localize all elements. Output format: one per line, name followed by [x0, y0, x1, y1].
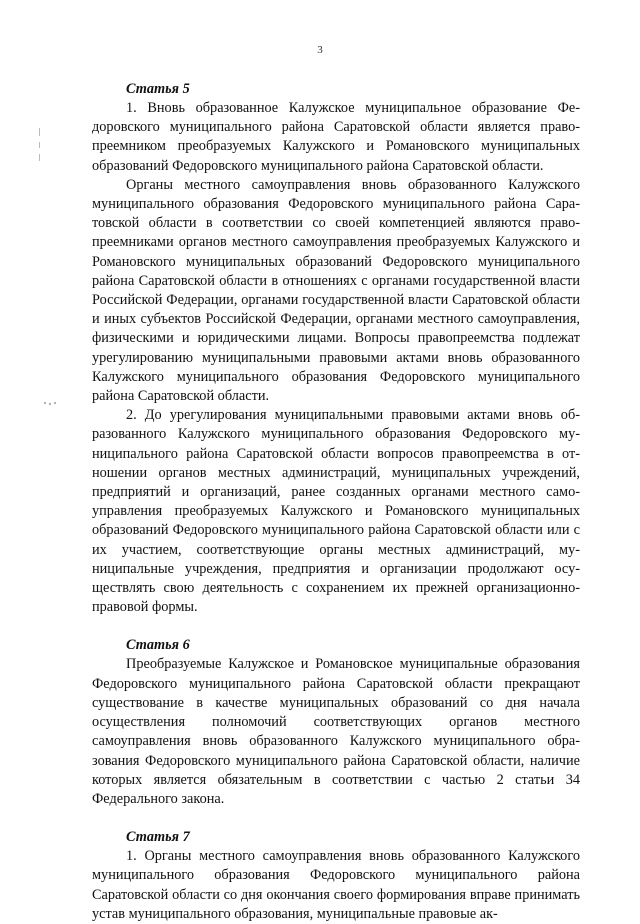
scan-mark: [44, 402, 46, 404]
paragraph: 2. До урегулирования муниципальными правовыми актами вновь образованного Калужского муниципального образования Федоровского муниципального района Саратовской области вопросов правопреемства в отношении органов местных администраций, муниципальных учреждений, предприятий и организаций, ранее созданных органами местного самоуправления преобразуемых Калужского и Романовского муниципальных образований Федоровского муниципального района Саратовской области или с их участием, соответствующие органы местных администраций, муниципальные учреждения, предприятия и организации продолжают осуществлять свою деятельность с сохранением их прежней организационно-правовой формы.: [92, 407, 580, 616]
scan-mark: [49, 403, 51, 405]
spacer: [92, 617, 580, 636]
scan-mark: [39, 128, 40, 136]
paragraph: Преобразуемые Калужское и Романовское муниципальные образования Федоровского муниципального района Саратовской области прекращают существование в качестве муниципальных образований со дня начала осуществления полномочий соответствующих органов местного самоуправления вновь образованного Калужского муниципального образования Федоровского муниципального района Саратовской области, наличие которых является обязательным в соответствии с частью 2 статьи 34 Федерального закона.: [92, 656, 580, 807]
document-body: [92, 80, 580, 924]
article-heading: Статья 5: [126, 81, 190, 97]
scan-mark: [39, 142, 40, 148]
article-heading: Статья 6: [126, 637, 190, 654]
spacer: [92, 809, 580, 828]
paragraph: 1. Вновь образованное Калужское муниципальное образование Федоровского муниципального района Саратовской области является правопреемником преобразуемых Калужского и Романовского муниципальных образований Федоровского муниципального района Саратовской области.: [92, 100, 580, 174]
paragraph: Органы местного самоуправления вновь образованного Калужского муниципального образования Федоровского муниципального района Саратовской области в соответствии со своей компетенцией являются правопреемниками органов местного самоуправления преобразуемых Калужского и Романовского муниципальных образований Федоровского муниципального района Саратовской области в отношениях с органами государственной власти Российской Федерации, органами государственной власти Саратовской области и иных субъектов Российской Федерации, органами местного самоуправления, физическими и юридическими лицами. Вопросы правопреемства подлежат урегулированию муниципальными правовыми актами вновь образованного Калужского муниципального образования Федоровского муниципального района Саратовской области.: [92, 176, 580, 405]
article-heading: Статья 7: [126, 829, 190, 846]
paragraph: 1. Органы местного самоуправления вновь образованного Калужского муниципального образования Федоровского муниципального района Саратовской области со дня окончания своего формирования вправе принимать устав муниципального образования, муниципальные правовые ак-: [92, 848, 580, 922]
scan-mark: [54, 402, 56, 404]
page-number: 3: [317, 44, 323, 56]
scan-mark: [39, 154, 40, 161]
